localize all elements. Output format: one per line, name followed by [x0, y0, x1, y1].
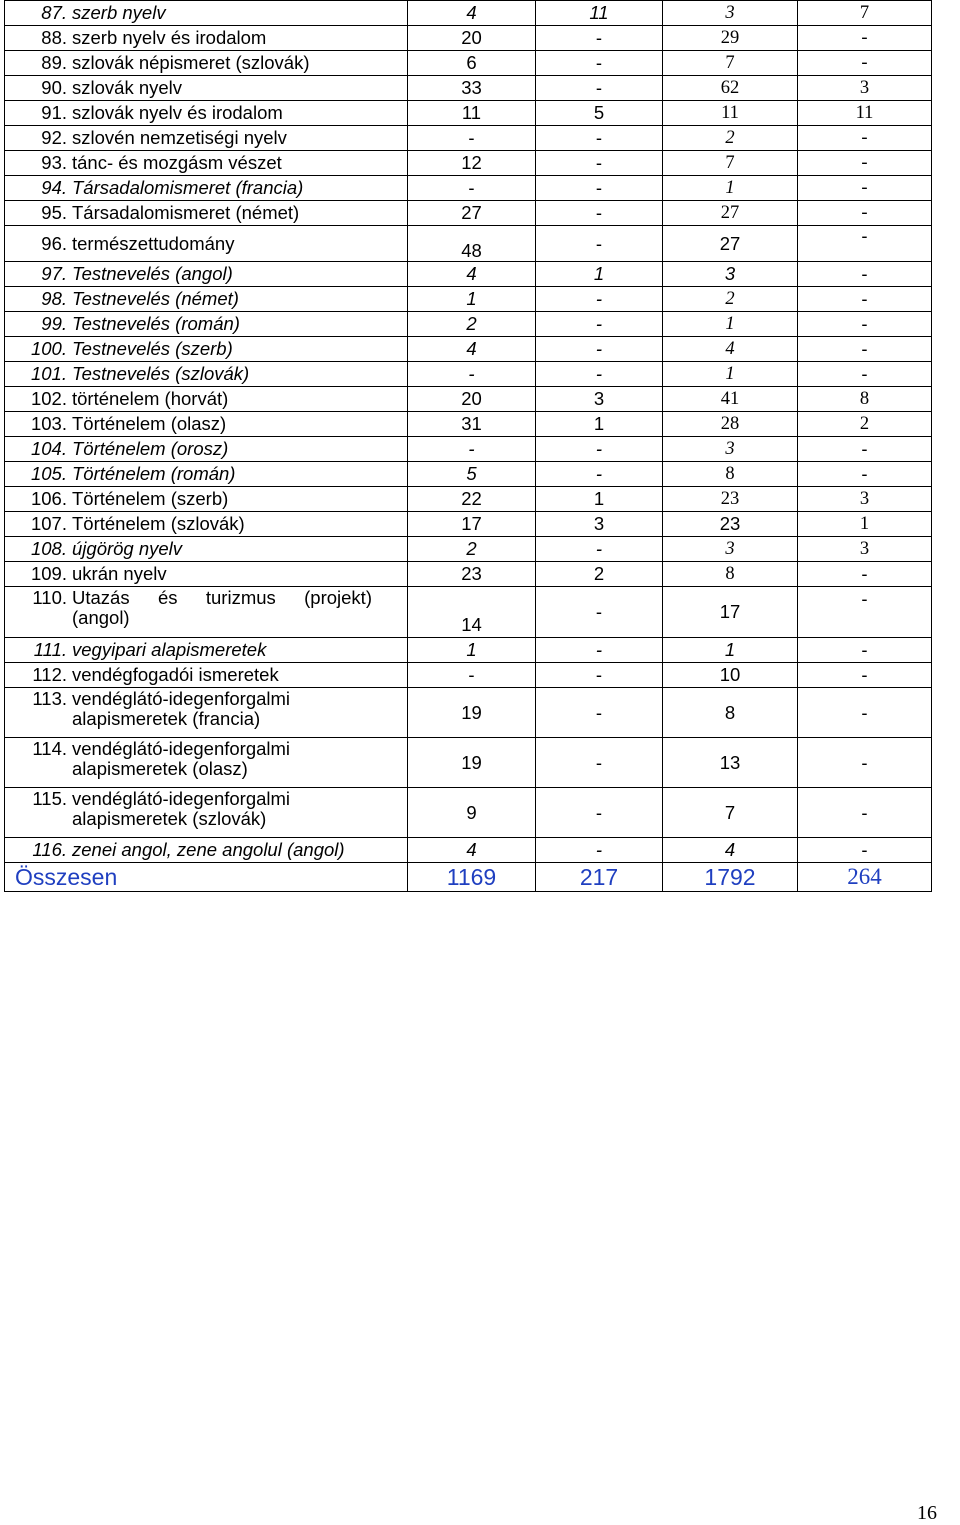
- row-name: [5, 262, 408, 287]
- col-a-cell: 6: [408, 51, 536, 76]
- row-label: szerb nyelv és irodalom: [72, 27, 267, 48]
- col-d-cell: -: [798, 587, 932, 638]
- col-d-cell: 8: [798, 387, 932, 412]
- col-c-cell: 23: [663, 487, 798, 512]
- col-b-cell: -: [536, 663, 663, 688]
- col-b-cell: 11: [536, 1, 663, 26]
- table-row: [5, 387, 932, 412]
- row-label: Testnevelés (szlovák): [72, 363, 250, 384]
- row-number: 92.: [41, 127, 67, 148]
- row-label: történelem (horvát): [72, 388, 229, 409]
- col-b-cell: -: [536, 362, 663, 387]
- table-row: [5, 788, 932, 838]
- col-d-cell: -: [798, 201, 932, 226]
- total-row: [5, 863, 932, 892]
- col-a-cell: 23: [408, 562, 536, 587]
- col-b-cell: -: [536, 126, 663, 151]
- table-row: [5, 537, 932, 562]
- row-label-cont: (angol): [72, 607, 130, 628]
- row-number: 90.: [41, 77, 67, 98]
- col-b-cell: -: [536, 838, 663, 863]
- row-number: 100.: [30, 338, 67, 359]
- col-a-cell: 20: [408, 387, 536, 412]
- col-b-cell: -: [536, 587, 663, 638]
- col-a-cell: 4: [408, 838, 536, 863]
- col-d-cell: -: [798, 226, 932, 262]
- row-number: 99.: [41, 313, 67, 334]
- col-a-cell: 14: [408, 587, 536, 638]
- col-d-cell: -: [798, 337, 932, 362]
- table-row: [5, 638, 932, 663]
- col-c-cell: 8: [663, 562, 798, 587]
- col-a-cell: 11: [408, 101, 536, 126]
- col-b-cell: 3: [536, 387, 663, 412]
- col-d-cell: -: [798, 688, 932, 738]
- table-row: [5, 487, 932, 512]
- col-b-cell: -: [536, 76, 663, 101]
- row-label: szlovák népismeret (szlovák): [72, 52, 310, 73]
- row-number: 89.: [41, 52, 67, 73]
- col-d-cell: -: [798, 151, 932, 176]
- table-row: [5, 337, 932, 362]
- col-c-cell: 7: [663, 51, 798, 76]
- row-name: [5, 688, 408, 738]
- row-label-cont: alapismeretek (szlovák): [72, 808, 267, 829]
- table-row: [5, 201, 932, 226]
- col-b-cell: 2: [536, 562, 663, 587]
- col-d-cell: -: [798, 51, 932, 76]
- col-b-cell: -: [536, 26, 663, 51]
- table-row: [5, 287, 932, 312]
- row-name: [5, 312, 408, 337]
- row-name: [5, 587, 408, 638]
- row-label: vendéglátó-idegenforgalmi: [72, 688, 291, 709]
- row-name: [5, 638, 408, 663]
- col-b-cell: -: [536, 638, 663, 663]
- col-c-cell: 8: [663, 462, 798, 487]
- col-b-cell: -: [536, 226, 663, 262]
- row-label: vendéglátó-idegenforgalmi: [72, 788, 291, 809]
- col-d-cell: 11: [798, 101, 932, 126]
- col-b-cell: 1: [536, 487, 663, 512]
- row-name: [5, 151, 408, 176]
- row-name: [5, 738, 408, 788]
- col-c-cell: 10: [663, 663, 798, 688]
- row-number: 105.: [30, 463, 67, 484]
- col-b-cell: 5: [536, 101, 663, 126]
- col-b-cell: -: [536, 176, 663, 201]
- row-name: [5, 1, 408, 26]
- col-b-cell: -: [536, 201, 663, 226]
- total-b: 217: [536, 863, 663, 892]
- col-a-cell: 5: [408, 462, 536, 487]
- col-d-cell: -: [798, 437, 932, 462]
- col-b-cell: -: [536, 151, 663, 176]
- col-d-cell: -: [798, 788, 932, 838]
- col-a-cell: 17: [408, 512, 536, 537]
- col-d-cell: -: [798, 176, 932, 201]
- row-name: [5, 462, 408, 487]
- col-d-cell: -: [798, 638, 932, 663]
- col-c-cell: 17: [663, 587, 798, 638]
- col-d-cell: -: [798, 663, 932, 688]
- row-name: [5, 201, 408, 226]
- col-c-cell: 8: [663, 688, 798, 738]
- row-name: [5, 387, 408, 412]
- row-number: 106.: [30, 488, 67, 509]
- col-c-cell: 3: [663, 537, 798, 562]
- table-row: [5, 587, 932, 638]
- col-a-cell: 4: [408, 337, 536, 362]
- col-a-cell: 4: [408, 1, 536, 26]
- page-number: 16: [917, 1502, 937, 1524]
- table-row: [5, 663, 932, 688]
- row-number: 94.: [41, 177, 67, 198]
- table-row: [5, 51, 932, 76]
- row-name: [5, 487, 408, 512]
- table-row: [5, 312, 932, 337]
- col-c-cell: 11: [663, 101, 798, 126]
- col-a-cell: 2: [408, 312, 536, 337]
- row-name: [5, 76, 408, 101]
- row-label: Testnevelés (angol): [72, 263, 233, 284]
- row-number: 115.: [32, 788, 67, 809]
- table-row: [5, 226, 932, 262]
- row-label: zenei angol, zene angolul (angol): [72, 839, 345, 860]
- row-label: vendéglátó-idegenforgalmi: [72, 738, 291, 759]
- col-a-cell: -: [408, 126, 536, 151]
- col-b-cell: -: [536, 312, 663, 337]
- col-b-cell: -: [536, 462, 663, 487]
- table-row: [5, 76, 932, 101]
- table-row: [5, 26, 932, 51]
- row-name: [5, 412, 408, 437]
- col-d-cell: -: [798, 287, 932, 312]
- total-c: 1792: [663, 863, 798, 892]
- col-c-cell: 62: [663, 76, 798, 101]
- row-name: [5, 512, 408, 537]
- col-d-cell: -: [798, 362, 932, 387]
- table-row: [5, 151, 932, 176]
- col-d-cell: -: [798, 262, 932, 287]
- row-label: szerb nyelv: [72, 2, 166, 23]
- table-row: [5, 838, 932, 863]
- col-a-cell: 9: [408, 788, 536, 838]
- row-label: Történelem (olasz): [72, 413, 227, 434]
- row-name: [5, 176, 408, 201]
- table-row: [5, 362, 932, 387]
- col-a-cell: 22: [408, 487, 536, 512]
- row-number: 103.: [30, 413, 67, 434]
- col-c-cell: 7: [663, 151, 798, 176]
- table-row: [5, 688, 932, 738]
- row-number: 110.: [32, 587, 67, 608]
- row-number: 109.: [30, 563, 67, 584]
- col-a-cell: 19: [408, 738, 536, 788]
- row-number: 111.: [33, 639, 67, 660]
- col-d-cell: -: [798, 312, 932, 337]
- row-name: [5, 362, 408, 387]
- row-number: 96.: [41, 233, 67, 254]
- row-number: 97.: [41, 263, 67, 284]
- row-label: szlovák nyelv és irodalom: [72, 102, 283, 123]
- col-a-cell: 31: [408, 412, 536, 437]
- col-c-cell: 23: [663, 512, 798, 537]
- col-c-cell: 1: [663, 176, 798, 201]
- col-c-cell: 28: [663, 412, 798, 437]
- row-number: 107.: [30, 513, 67, 534]
- total-d: 264: [798, 863, 932, 892]
- col-a-cell: 27: [408, 201, 536, 226]
- col-a-cell: 12: [408, 151, 536, 176]
- row-label: Történelem (orosz): [72, 438, 229, 459]
- row-number: 102.: [30, 388, 67, 409]
- row-name: [5, 287, 408, 312]
- col-c-cell: 1: [663, 638, 798, 663]
- row-number: 108.: [30, 538, 67, 559]
- row-label-cont: alapismeretek (francia): [72, 708, 261, 729]
- row-label: tánc- és mozgásm vészet: [72, 152, 282, 173]
- col-c-cell: 27: [663, 201, 798, 226]
- row-number: 112.: [32, 664, 67, 685]
- col-c-cell: 3: [663, 262, 798, 287]
- row-number: 93.: [41, 152, 67, 173]
- row-label: természettudomány: [72, 233, 235, 254]
- col-b-cell: 3: [536, 512, 663, 537]
- col-a-cell: 33: [408, 76, 536, 101]
- row-label: Történelem (szerb): [72, 488, 229, 509]
- row-name: [5, 437, 408, 462]
- col-a-cell: -: [408, 176, 536, 201]
- row-label-cont: alapismeretek (olasz): [72, 758, 248, 779]
- col-d-cell: 2: [798, 412, 932, 437]
- col-c-cell: 27: [663, 226, 798, 262]
- col-b-cell: -: [536, 537, 663, 562]
- col-c-cell: 29: [663, 26, 798, 51]
- col-d-cell: -: [798, 738, 932, 788]
- col-c-cell: 2: [663, 287, 798, 312]
- row-number: 95.: [41, 202, 67, 223]
- row-name: [5, 663, 408, 688]
- col-b-cell: -: [536, 337, 663, 362]
- col-a-cell: 20: [408, 26, 536, 51]
- row-label: Utazás és turizmus (projekt): [72, 587, 372, 608]
- row-label: ukrán nyelv: [72, 563, 167, 584]
- col-b-cell: -: [536, 738, 663, 788]
- col-c-cell: 7: [663, 788, 798, 838]
- col-d-cell: -: [798, 126, 932, 151]
- table-row: [5, 176, 932, 201]
- row-label: Társadalomismeret (francia): [72, 177, 304, 198]
- col-c-cell: 1: [663, 362, 798, 387]
- row-label: Történelem (szlovák): [72, 513, 245, 534]
- row-number: 101.: [30, 363, 67, 384]
- row-label: vendégfogadói ismeretek: [72, 664, 279, 685]
- col-c-cell: 1: [663, 312, 798, 337]
- row-name: [5, 26, 408, 51]
- col-a-cell: 19: [408, 688, 536, 738]
- col-a-cell: 4: [408, 262, 536, 287]
- total-label: Összesen: [5, 863, 408, 892]
- col-c-cell: 4: [663, 838, 798, 863]
- col-d-cell: -: [798, 838, 932, 863]
- col-d-cell: 3: [798, 537, 932, 562]
- row-label: újgörög nyelv: [72, 538, 183, 559]
- row-label: Testnevelés (német): [72, 288, 239, 309]
- col-b-cell: 1: [536, 262, 663, 287]
- col-d-cell: 7: [798, 1, 932, 26]
- row-number: 104.: [30, 438, 67, 459]
- table-row: [5, 262, 932, 287]
- col-b-cell: -: [536, 788, 663, 838]
- total-a: 1169: [408, 863, 536, 892]
- col-d-cell: 3: [798, 487, 932, 512]
- col-b-cell: 1: [536, 412, 663, 437]
- col-c-cell: 3: [663, 437, 798, 462]
- row-label: Testnevelés (román): [72, 313, 240, 334]
- row-name: [5, 101, 408, 126]
- row-label: Testnevelés (szerb): [72, 338, 233, 359]
- table-row: [5, 101, 932, 126]
- col-d-cell: -: [798, 26, 932, 51]
- row-number: 114.: [32, 738, 67, 759]
- col-c-cell: 3: [663, 1, 798, 26]
- table-row: [5, 412, 932, 437]
- row-number: 98.: [41, 288, 67, 309]
- row-name: [5, 537, 408, 562]
- col-c-cell: 13: [663, 738, 798, 788]
- col-c-cell: 4: [663, 337, 798, 362]
- col-c-cell: 41: [663, 387, 798, 412]
- table-row: [5, 738, 932, 788]
- col-a-cell: 2: [408, 537, 536, 562]
- col-d-cell: -: [798, 562, 932, 587]
- col-c-cell: 2: [663, 126, 798, 151]
- col-a-cell: 1: [408, 287, 536, 312]
- row-number: 113.: [32, 688, 67, 709]
- col-b-cell: -: [536, 287, 663, 312]
- col-b-cell: -: [536, 51, 663, 76]
- col-a-cell: -: [408, 362, 536, 387]
- row-label: Társadalomismeret (német): [72, 202, 300, 223]
- col-a-cell: 1: [408, 638, 536, 663]
- table-row: [5, 562, 932, 587]
- row-name: [5, 788, 408, 838]
- table-row: [5, 437, 932, 462]
- row-name: [5, 838, 408, 863]
- col-b-cell: -: [536, 688, 663, 738]
- row-label: szlovén nemzetiségi nyelv: [72, 127, 287, 148]
- table-row: [5, 126, 932, 151]
- col-a-cell: -: [408, 663, 536, 688]
- row-label: Történelem (román): [72, 463, 236, 484]
- table-row: [5, 512, 932, 537]
- col-d-cell: 1: [798, 512, 932, 537]
- row-name: [5, 126, 408, 151]
- table-row: [5, 462, 932, 487]
- row-name: [5, 562, 408, 587]
- row-label: szlovák nyelv: [72, 77, 183, 98]
- row-label: vegyipari alapismeretek: [72, 639, 267, 660]
- col-b-cell: -: [536, 437, 663, 462]
- row-name: [5, 337, 408, 362]
- row-number: 88.: [41, 27, 67, 48]
- col-a-cell: 48: [408, 226, 536, 262]
- table-body: [5, 1, 932, 892]
- row-name: [5, 51, 408, 76]
- row-number: 87.: [41, 2, 67, 23]
- row-name: [5, 226, 408, 262]
- col-d-cell: 3: [798, 76, 932, 101]
- col-a-cell: -: [408, 437, 536, 462]
- row-number: 116.: [32, 839, 67, 860]
- row-number: 91.: [41, 102, 67, 123]
- table-row: [5, 1, 932, 26]
- statistics-table: [4, 0, 932, 892]
- col-d-cell: -: [798, 462, 932, 487]
